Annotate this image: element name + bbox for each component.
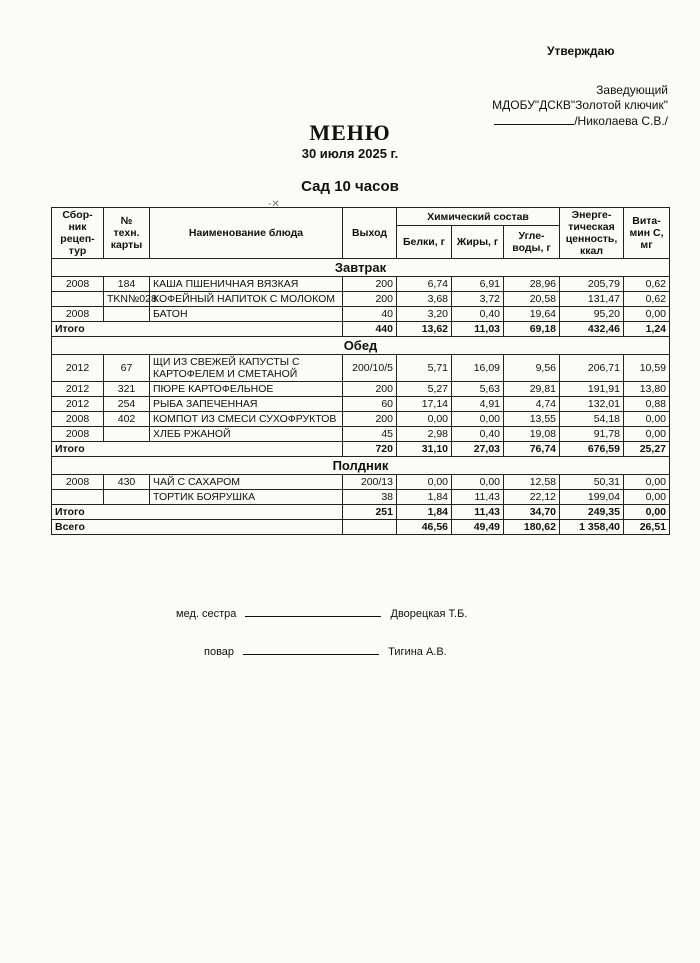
- energy-cell: 131,47: [560, 292, 624, 307]
- grand-fat-cell: 49,49: [452, 520, 504, 535]
- protein-cell: 0,00: [397, 412, 452, 427]
- signature-name: Дворецкая Т.Б.: [390, 608, 468, 620]
- table-row: [52, 382, 670, 397]
- total-vitamin-cell: 1,24: [624, 322, 670, 337]
- collection-cell: [52, 292, 104, 307]
- collection-cell: 2008: [52, 277, 104, 292]
- col-output: Выход: [343, 208, 397, 259]
- total-protein-cell: 31,10: [397, 442, 452, 457]
- page-title: МЕНЮ: [309, 120, 391, 145]
- collection-cell: 2008: [52, 427, 104, 442]
- total-row: [52, 322, 670, 337]
- protein-cell: 1,84: [397, 490, 452, 505]
- vitamin-cell: 0,88: [624, 397, 670, 412]
- carbs-cell: 20,58: [504, 292, 560, 307]
- dish-name-cell: ЧАЙ С САХАРОМ: [150, 475, 343, 490]
- tech-card-cell: 67: [104, 355, 150, 382]
- collection-cell: 2008: [52, 475, 104, 490]
- table-row: [52, 397, 670, 412]
- section-title: Завтрак: [52, 259, 670, 277]
- energy-cell: 206,71: [560, 355, 624, 382]
- tech-card-cell: [104, 490, 150, 505]
- vitamin-cell: 0,00: [624, 412, 670, 427]
- col-protein: Белки, г: [397, 226, 452, 259]
- energy-cell: 54,18: [560, 412, 624, 427]
- carbs-cell: 4,74: [504, 397, 560, 412]
- protein-cell: 2,98: [397, 427, 452, 442]
- total-energy-cell: 249,35: [560, 505, 624, 520]
- signature-blank: [243, 642, 379, 655]
- table-row: [52, 355, 670, 382]
- tech-card-cell: 430: [104, 475, 150, 490]
- vitamin-cell: 0,00: [624, 490, 670, 505]
- signature-role: повар: [204, 646, 235, 658]
- collection-cell: [52, 490, 104, 505]
- collection-cell: 2008: [52, 307, 104, 322]
- signature-nurse: [176, 604, 467, 620]
- grand-carbs-cell: 180,62: [504, 520, 560, 535]
- tech-card-cell: TKN№028: [104, 292, 150, 307]
- protein-cell: 5,71: [397, 355, 452, 382]
- col-carbs: Угле-воды, г: [504, 226, 560, 259]
- tech-card-cell: 321: [104, 382, 150, 397]
- menu-body: [52, 259, 670, 535]
- total-output-cell: 440: [343, 322, 397, 337]
- protein-cell: 3,68: [397, 292, 452, 307]
- total-fat-cell: 11,03: [452, 322, 504, 337]
- table-row: [52, 292, 670, 307]
- dish-name-cell: ПЮРЕ КАРТОФЕЛЬНОЕ: [150, 382, 343, 397]
- total-carbs-cell: 69,18: [504, 322, 560, 337]
- fat-cell: 0,40: [452, 307, 504, 322]
- vitamin-cell: 0,00: [624, 307, 670, 322]
- menu-subtitle: Сад 10 часов: [301, 178, 399, 195]
- carbs-cell: 22,12: [504, 490, 560, 505]
- grand-total-row: [52, 520, 670, 535]
- fat-cell: 0,40: [452, 427, 504, 442]
- section-title: Обед: [52, 337, 670, 355]
- dish-name-cell: ТОРТИК БОЯРУШКА: [150, 490, 343, 505]
- grand-energy-cell: 1 358,40: [560, 520, 624, 535]
- vitamin-cell: 0,62: [624, 292, 670, 307]
- total-label: Итого: [52, 442, 343, 457]
- col-chemical: Химический состав: [397, 208, 560, 226]
- output-cell: 38: [343, 490, 397, 505]
- dish-name-cell: КОФЕЙНЫЙ НАПИТОК С МОЛОКОМ: [150, 292, 343, 307]
- total-vitamin-cell: 25,27: [624, 442, 670, 457]
- output-cell: 200: [343, 412, 397, 427]
- tech-card-cell: [104, 427, 150, 442]
- collection-cell: 2012: [52, 355, 104, 382]
- grand-total-label: Всего: [52, 520, 343, 535]
- carbs-cell: 19,08: [504, 427, 560, 442]
- table-row: [52, 427, 670, 442]
- total-energy-cell: 432,46: [560, 322, 624, 337]
- energy-cell: 95,20: [560, 307, 624, 322]
- carbs-cell: 9,56: [504, 355, 560, 382]
- table-row: [52, 307, 670, 322]
- signature-blank: [245, 604, 381, 617]
- col-dish: Наименование блюда: [150, 208, 343, 259]
- col-tech-card: № техн. карты: [104, 208, 150, 259]
- output-cell: 200: [343, 382, 397, 397]
- dish-name-cell: РЫБА ЗАПЕЧЕННАЯ: [150, 397, 343, 412]
- table-row: [52, 475, 670, 490]
- fat-cell: 4,91: [452, 397, 504, 412]
- fat-cell: 3,72: [452, 292, 504, 307]
- output-cell: 40: [343, 307, 397, 322]
- total-output-cell: 720: [343, 442, 397, 457]
- total-label: Итого: [52, 322, 343, 337]
- section-row: [52, 259, 670, 277]
- protein-cell: 6,74: [397, 277, 452, 292]
- total-protein-cell: 13,62: [397, 322, 452, 337]
- menu-date: 30 июля 2025 г.: [301, 146, 399, 161]
- col-collection: Сбор-ник рецеп-тур: [52, 208, 104, 259]
- tech-card-cell: [104, 307, 150, 322]
- fat-cell: 0,00: [452, 412, 504, 427]
- signature-cook: [204, 642, 447, 658]
- signatory-name: /Николаева С.В./: [574, 114, 668, 128]
- carbs-cell: 29,81: [504, 382, 560, 397]
- carbs-cell: 19,64: [504, 307, 560, 322]
- carbs-cell: 12,58: [504, 475, 560, 490]
- output-cell: 45: [343, 427, 397, 442]
- output-cell: 60: [343, 397, 397, 412]
- fat-cell: 11,43: [452, 490, 504, 505]
- protein-cell: 0,00: [397, 475, 452, 490]
- energy-cell: 91,78: [560, 427, 624, 442]
- vitamin-cell: 0,62: [624, 277, 670, 292]
- table-row: [52, 277, 670, 292]
- protein-cell: 17,14: [397, 397, 452, 412]
- total-vitamin-cell: 0,00: [624, 505, 670, 520]
- output-cell: 200: [343, 277, 397, 292]
- fat-cell: 6,91: [452, 277, 504, 292]
- approve-label: Утверждаю: [547, 44, 615, 58]
- total-row: [52, 505, 670, 520]
- grand-protein-cell: 46,56: [397, 520, 452, 535]
- total-energy-cell: 676,59: [560, 442, 624, 457]
- dish-name-cell: БАТОН: [150, 307, 343, 322]
- output-cell: 200/10/5: [343, 355, 397, 382]
- col-vitamin: Вита-мин С, мг: [624, 208, 670, 259]
- total-protein-cell: 1,84: [397, 505, 452, 520]
- position-text: Заведующий: [596, 83, 668, 97]
- vitamin-cell: 0,00: [624, 427, 670, 442]
- collection-cell: 2012: [52, 382, 104, 397]
- vitamin-cell: 13,80: [624, 382, 670, 397]
- collection-cell: 2008: [52, 412, 104, 427]
- signature-role: мед. сестра: [176, 608, 237, 620]
- protein-cell: 5,27: [397, 382, 452, 397]
- stray-mark: -✕: [268, 199, 280, 210]
- carbs-cell: 28,96: [504, 277, 560, 292]
- section-title: Полдник: [52, 457, 670, 475]
- vitamin-cell: 10,59: [624, 355, 670, 382]
- output-cell: 200/13: [343, 475, 397, 490]
- total-output-cell: 251: [343, 505, 397, 520]
- total-carbs-cell: 34,70: [504, 505, 560, 520]
- fat-cell: 5,63: [452, 382, 504, 397]
- total-row: [52, 442, 670, 457]
- dish-name-cell: ХЛЕБ РЖАНОЙ: [150, 427, 343, 442]
- fat-cell: 0,00: [452, 475, 504, 490]
- tech-card-cell: 254: [104, 397, 150, 412]
- grand-output-cell: [343, 520, 397, 535]
- collection-cell: 2012: [52, 397, 104, 412]
- vitamin-cell: 0,00: [624, 475, 670, 490]
- total-fat-cell: 27,03: [452, 442, 504, 457]
- output-cell: 200: [343, 292, 397, 307]
- grand-vitamin-cell: 26,51: [624, 520, 670, 535]
- energy-cell: 132,01: [560, 397, 624, 412]
- menu-table: [51, 207, 670, 535]
- tech-card-cell: 184: [104, 277, 150, 292]
- energy-cell: 50,31: [560, 475, 624, 490]
- dish-name-cell: ЩИ ИЗ СВЕЖЕЙ КАПУСТЫ С КАРТОФЕЛЕМ И СМЕТАНОЙ: [150, 355, 343, 382]
- section-row: [52, 457, 670, 475]
- tech-card-cell: 402: [104, 412, 150, 427]
- total-label: Итого: [52, 505, 343, 520]
- col-energy: Энерге-тическая ценность, ккал: [560, 208, 624, 259]
- dish-name-cell: КОМПОТ ИЗ СМЕСИ СУХОФРУКТОВ: [150, 412, 343, 427]
- col-fat: Жиры, г: [452, 226, 504, 259]
- signature-name: Тигина А.В.: [388, 646, 447, 658]
- table-row: [52, 490, 670, 505]
- fat-cell: 16,09: [452, 355, 504, 382]
- table-row: [52, 412, 670, 427]
- protein-cell: 3,20: [397, 307, 452, 322]
- total-fat-cell: 11,43: [452, 505, 504, 520]
- organization-text: МДОБУ"ДСКВ"Золотой ключик": [492, 98, 668, 112]
- energy-cell: 205,79: [560, 277, 624, 292]
- energy-cell: 191,91: [560, 382, 624, 397]
- dish-name-cell: КАША ПШЕНИЧНАЯ ВЯЗКАЯ: [150, 277, 343, 292]
- total-carbs-cell: 76,74: [504, 442, 560, 457]
- section-row: [52, 337, 670, 355]
- carbs-cell: 13,55: [504, 412, 560, 427]
- energy-cell: 199,04: [560, 490, 624, 505]
